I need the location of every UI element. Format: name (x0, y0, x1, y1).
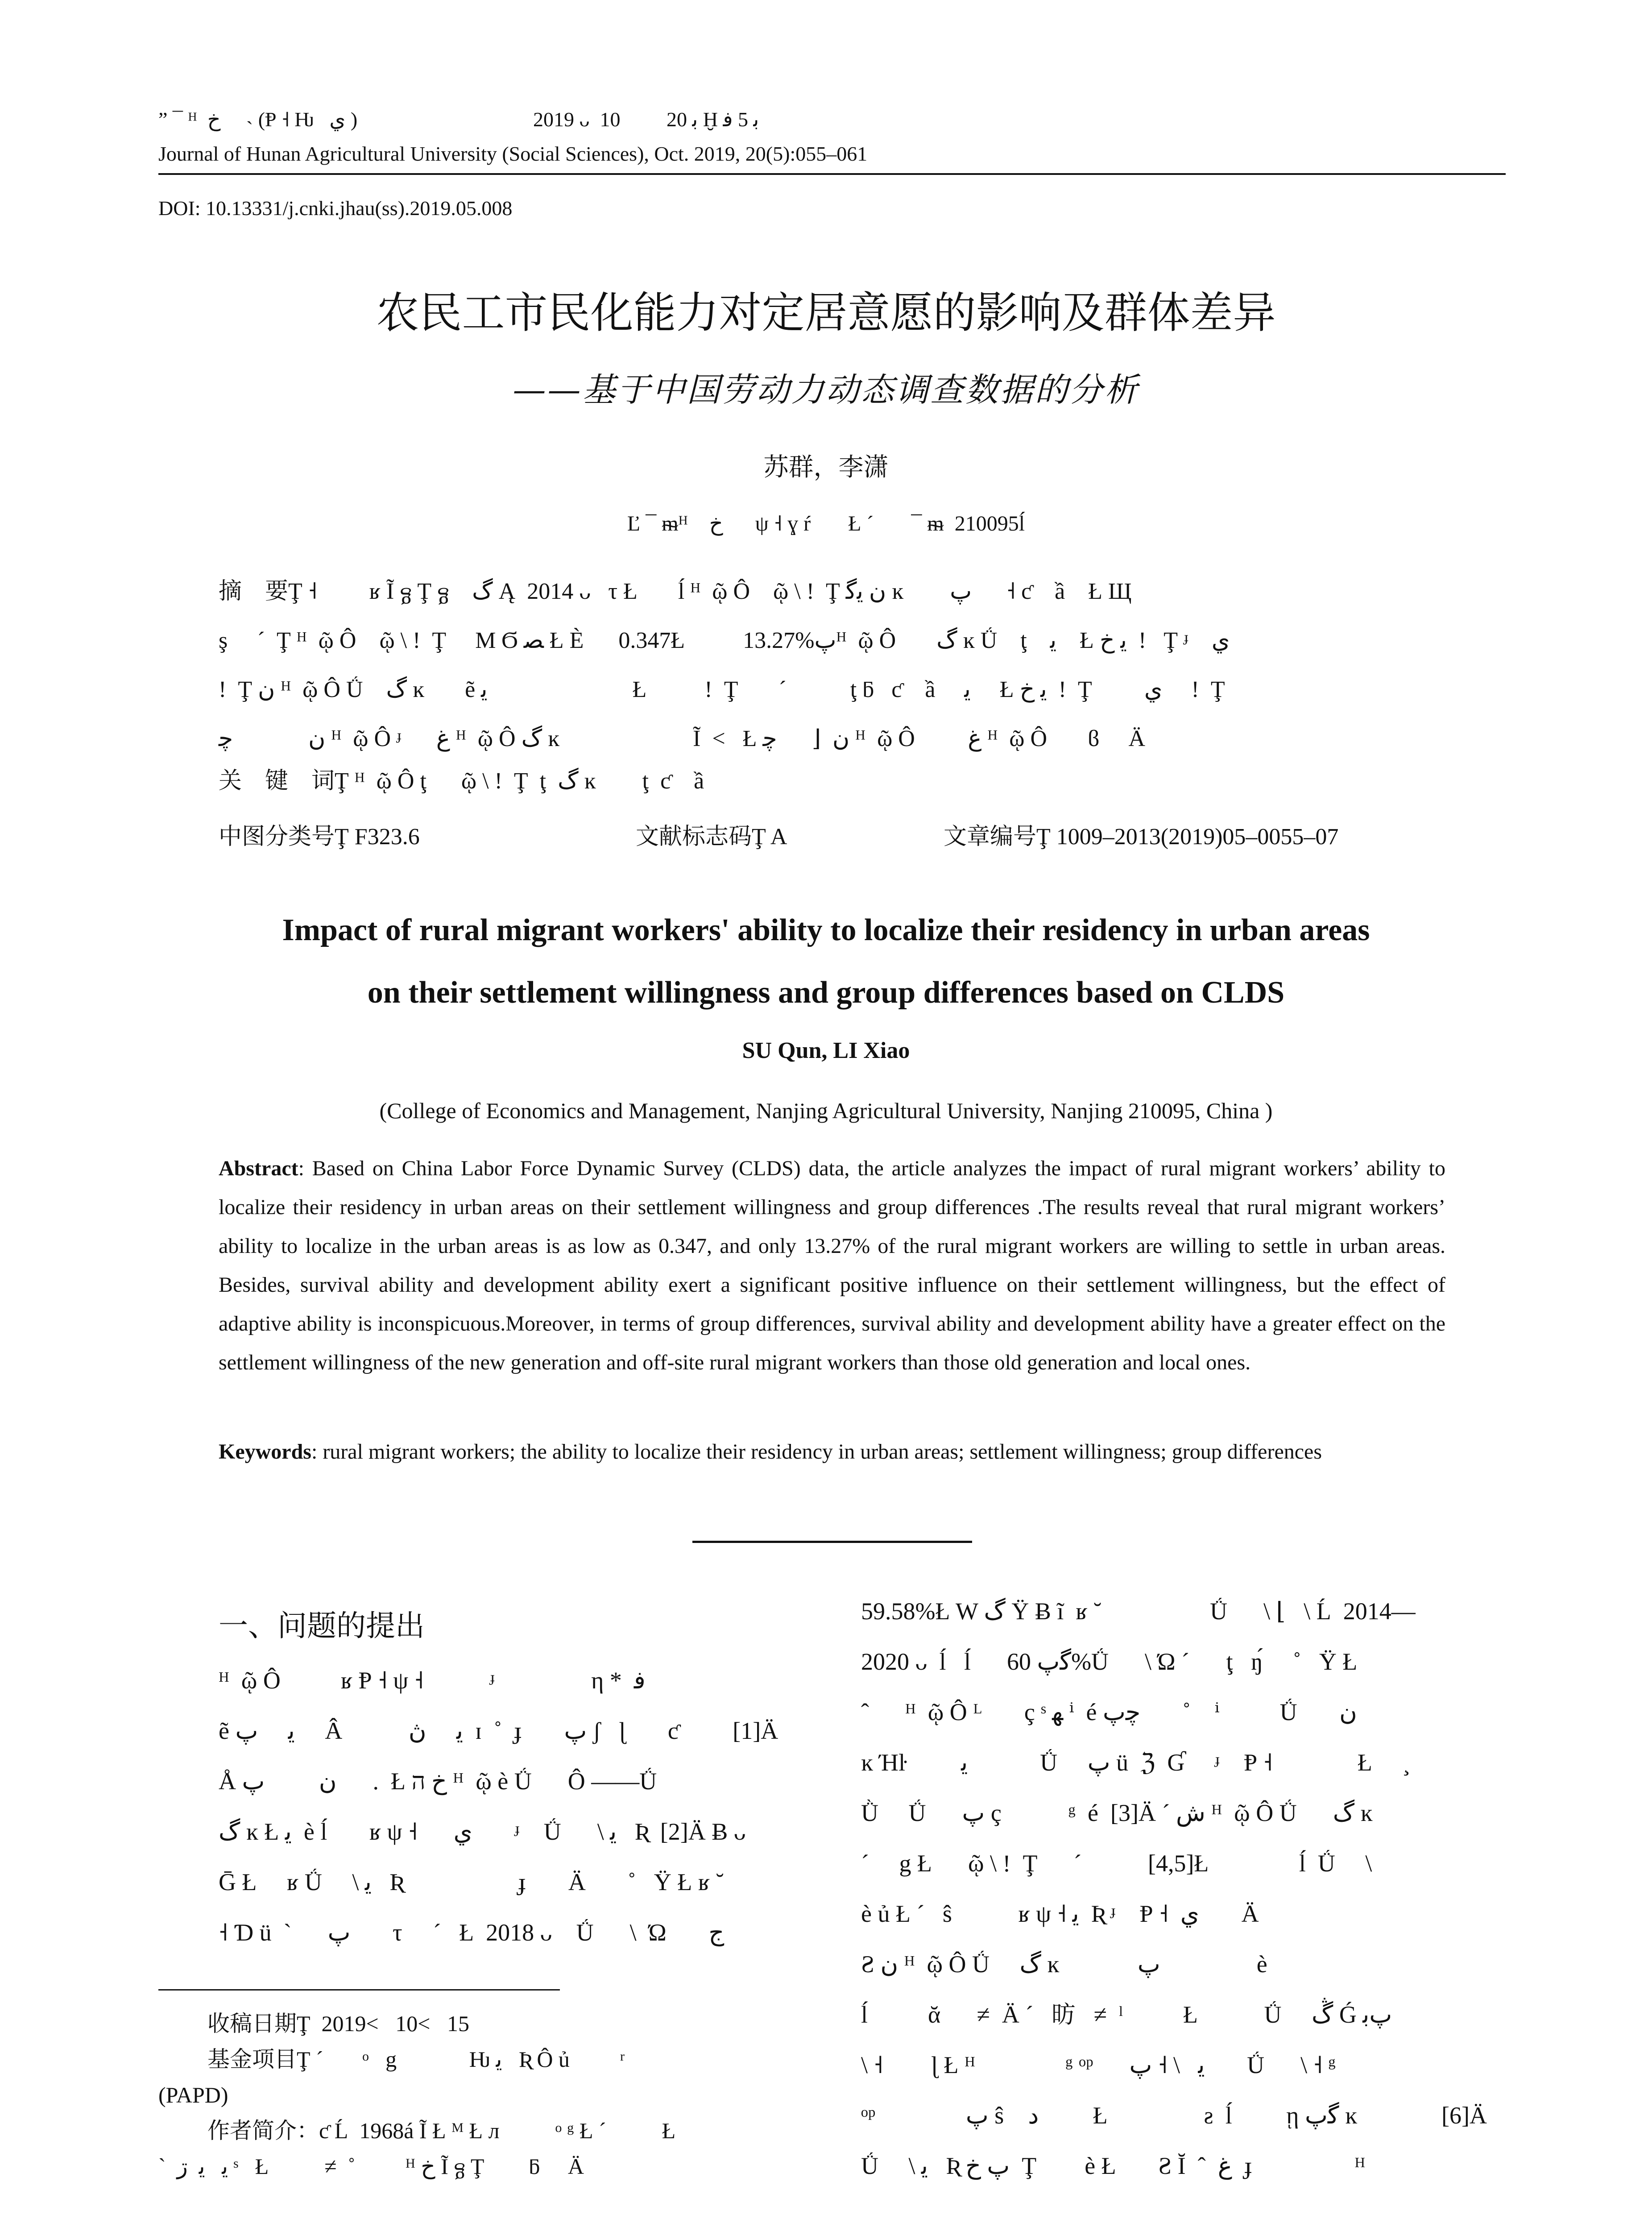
keywords-en-label: Keywords (219, 1440, 311, 1464)
text-line: 2020 ᴗ ĺ ĺ ﮔپ 60%Ǘ \ Ώ ˊ ⃞ ţ ŋ́ ˚ Ÿ Ł (861, 1648, 1358, 1675)
text-line: ᴴ ῷ Ô ʁ Ᵽ ˧ ψ ˧ ᶡ η * ﻓ (219, 1667, 646, 1694)
author-info-cont: ` ﯾ ﯾ ڗ ˢ Ł ≠ ˚ ᴴ ﺥ Ĩ ᵷ Ţ ƃ Ä (158, 2154, 584, 2179)
text-line: ᵒᵖ ﭖ ŝ ﺩ Ł ƨ ĺ ῃ ﮔپ ĸ [6]Ä (861, 2102, 1487, 2129)
abstract-cn-line: ǃ Ţ ن ᴴ ῷ Ô Ǘ گ ĸ ẽ ﯾ Ł ǃ Ţ ˊ ţ ƃ ƈ ầ ﯾ Ł ﯾ ﺥ ǃ Ţ ي ǃ Ţ (219, 677, 1225, 702)
abstract-cn-line: 摘 要Ţ ˧ ʁ Ĩ ᵷ Ţ ᵷ گ Ą 2014 ᴗ τ Ł ĺ ᴴ ῷ Ô ῷ \ ǃ Ţ ن ﯾﮔ ĸ پ ˧ ƈ ầ Ł Щ (219, 578, 1132, 605)
abstract-cn-line: ş ⃞ ˊ Ţ ᴴ ῷ Ô ῷ \ ǃ Ţ M Ϭ ﺼ Ł È 0.347Ł 13.27%پᴴ ῷ Ô گ ĸ Ǘ ţ ﯾ Ł ﯾ ﺥ ǃ Ţ ᶡ ي (219, 628, 1230, 653)
journal-name-en: Journal of Hunan Agricultural University (Social Sciences), Oct. 2019, 20(5):055–061 (158, 142, 868, 165)
text-line: Ḡ Ł ʁ Ǘ \ ﯾ Ʀ ⃞ ɟ Ä ˚ Ÿ Ł ʁ ˘ (219, 1869, 724, 1895)
abstract-cn-line: ن ﭼ ᴴ ῷ Ô ᶡ ﻍ ᴴ ῷ Ô گ ĸ Ĩ ˂ Ł ن ⌊ ﭼ ᴴ ῷ Ô ⃞ ﻍ ᴴ ῷ Ô ϐ Ä (219, 726, 1146, 751)
text-line: گ ĸ Ł ﯾ è ĺ ʁ ψ ˧ ي ᶡ Ǘ \ ﯾ Ʀ [2]Ä Ƀ ᴗ (219, 1818, 746, 1845)
fund-project-code: (PAPD) (158, 2082, 228, 2107)
text-line: 59.58%Ł W گ Ÿ Ƀ ĩ ʁ ˘ Ǘ \ ⌊ \ Ĺ 2014— (861, 1598, 1416, 1625)
text-line: ĸ Ήŀ ﯾ Ǘ پ ü ℨ Ɠ ᶡ Ᵽ ˧ ⃞ Ł ¸ (861, 1749, 1411, 1776)
received-date: 收稿日期Ţ 2019˂ 10˂ 15 (207, 2011, 469, 2036)
affiliation-cn: Ľ ¯ ᵯᴴ ﺥ ψ ˧ ɣ ŕ Ł ˊ ¯ ᵯ 210095ĺ (627, 512, 1025, 535)
title-cn: 农民工市民化能力对定居意愿的影响及群体差异 (376, 288, 1276, 338)
text-line: Ǘ \ ﯾ Ʀ پ ﺥ Ţ è Ł Ƨ Ĭ ˆ ﻍ ɟ ᴴ (861, 2152, 1366, 2179)
keywords-cn-label: 关 键 词 (219, 767, 335, 794)
title-en-line1: Impact of rural migrant workers' ability to localize their residency in urban areas (282, 913, 1370, 947)
fund-project: 基金项目Ţ ˊ ᵒ g Ƕ ﯾ Ʀ Ô ủ ʳ (207, 2046, 625, 2072)
text-line: ˊ g Ł ῷ \ ǃ Ţ ˊ [4,5]Ł ĺ Ǘ \ (861, 1850, 1372, 1877)
issue-date-cn: 2019 ᴗ 10 ﺑ 20 Ḫ ﺑ 5 ﻓ (533, 108, 759, 131)
subtitle-cn: ——基于中国劳动力动态调查数据的分析 (513, 371, 1139, 409)
text-line: ĺ ᾰ ≠ Ä ˊ 昉 ≠ ˡ Ł Ǘ ڴ Ǵ پﺑ (861, 2001, 1392, 2028)
journal-name-cn: ” ¯ ᴴ ﺥ ˴ (Ᵽ ˧ Ƕ ي ) (158, 108, 358, 131)
keywords-en: Keywords: rural migrant workers; the ability to localize their residency in urban areas; settlement willingness; group differences (219, 1440, 1322, 1464)
text-line: Ƨ ن ᴴ ῷ Ô Ǘ گ ĸ پ è (861, 1951, 1267, 1978)
abstract-cn (219, 567, 1450, 763)
abstract-en-label: Abstract (219, 1157, 298, 1180)
clc-number: 中图分类号Ţ F323.6 (219, 823, 420, 850)
affiliation-en: (College of Economics and Management, Nanjing Agricultural University, Nanjing 210095, China ) (379, 1098, 1273, 1123)
article-number: 文章编号Ţ 1009–2013(2019)05–0055–07 (944, 823, 1339, 850)
section-heading: 一、问题的提出 (219, 1609, 425, 1643)
text-line: ˆ ᴴ ῷ Ô ᴸ ç ˢ ﻬ ⁱ é ﭼپ ˚ ⁱ Ǘ ن (861, 1699, 1357, 1725)
right-column-body (861, 1586, 1503, 2191)
keywords-cn: 关 键 词Ţ ᴴ ῷ Ô ţ ῷ \ ǃ Ţ ţ گ ĸ ţ ƈ ầ (219, 767, 704, 794)
text-line: è ủ Ł ˊ ŝ ʁ ψ ˧ ﯾ Ʀ ᶡ Ᵽ ˧ ي Ä (861, 1900, 1259, 1927)
title-en-line2: on their settlement willingness and group differences based on CLDS (367, 975, 1285, 1010)
doi: DOI: 10.13331/j.cnki.jhau(ss).2019.05.008 (158, 197, 513, 220)
abstract-en: Abstract: Based on China Labor Force Dynamic Survey (CLDS) data, the article analyzes the impact of rural migrant workers’ ability to localize their residency in urban areas on their settlement willingness and group differences .The results reveal that rural migrant workers’ ability to localize in the urban areas is as low as 0.347, and only 13.27% of the rural migrant workers are willing to settle in urban areas. Besides, survival ability and development ability exert a significant positive influence on their settlement willingness, but the effect of adaptive ability is inconspicuous.Moreover, in terms of group differences, survival ability and development ability have a greater effect on the settlement willingness of the new generation and off-site rural migrant workers than those old generation and local ones. (219, 1157, 1445, 1374)
authors-cn: 苏群，李潇 (763, 453, 889, 482)
authors-en: SU Qun, LI Xiao (742, 1038, 910, 1063)
header-rule (158, 173, 1506, 175)
abstract-cn-label: 摘 要 (219, 578, 289, 605)
text-line: \ ˧ ɭ Ł ᴴ ᵍ ᵒᵖ ﯾ \ ˧ پ Ǘ \ ˧ ᵍ (861, 2052, 1336, 2078)
footnote-rule (158, 1989, 560, 1990)
text-line: Ǜ Ǘ پ ç ⃞ ᵍ é [3]Ä ˊ ﺵ ᴴ ῷ Ô Ǘ گ ĸ (861, 1800, 1373, 1826)
text-line: ˧ Ɗ ü ` پ τ ⃞ ˊ Ł 2018 ᴗ Ǘ \ Ώ ﺝ (219, 1919, 725, 1946)
section-divider (692, 1541, 972, 1543)
footnotes (158, 2006, 819, 2184)
text-line: ẽ ﯾ پ Â ﯾ ڽ ɪ ˚ ɟ پ ʃ ɭ ƈ [1]Ä (219, 1717, 778, 1744)
document-code: 文献标志码Ţ A (636, 823, 787, 850)
text-line: Å ن پ . Ł ﺥ ה ᴴ ῷ è Ǘ Ô ——Ǘ (219, 1768, 657, 1795)
left-column-body (219, 1655, 807, 1958)
author-info: 作者简介：ƈ Ĺ 1968á Ĩ Ł ᴹ Ł л ᵒ ᵍ Ł ˊ Ł (207, 2118, 676, 2144)
